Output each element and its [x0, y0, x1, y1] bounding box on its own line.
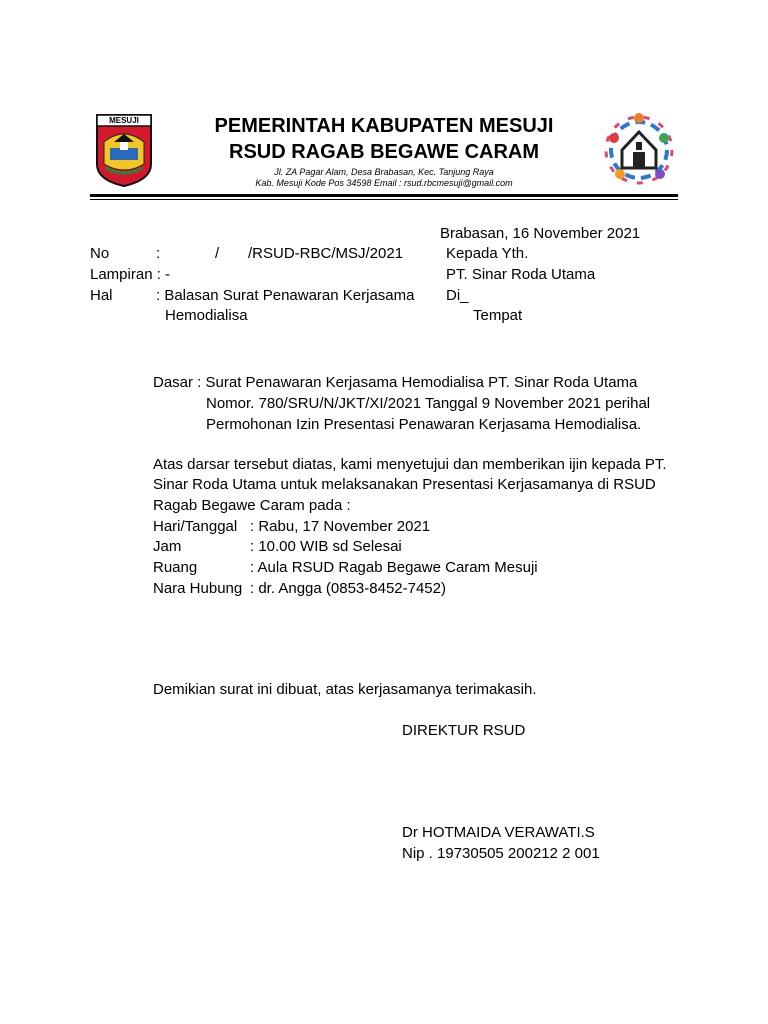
recipient-line-4: Tempat	[473, 307, 523, 324]
detail-label-date: Hari/Tanggal	[153, 518, 238, 535]
letterhead-title-1: PEMERINTAH KABUPATEN MESUJI	[214, 115, 554, 137]
logo-label: MESUJI	[109, 116, 139, 125]
signature-name: Dr HOTMAIDA VERAWATI.S	[402, 824, 595, 841]
closing-sentence: Demikian surat ini dibuat, atas kerjasamanya terimakasih.	[153, 681, 537, 698]
detail-label-time: Jam	[153, 538, 182, 555]
no-slash: /	[215, 245, 220, 262]
letterhead-address-2: Kab. Mesuji Kode Pos 34598 Email : rsud.rbcmesuji@gmail.com	[255, 178, 513, 188]
recipient-line-3: Di_	[446, 287, 469, 304]
dasar-line-1: Dasar : Surat Penawaran Kerjasama Hemodialisa PT. Sinar Roda Utama	[153, 374, 638, 391]
para-line-2: Sinar Roda Utama untuk melaksanakan Presentasi Kerjasamanya di RSUD	[153, 476, 656, 493]
detail-value-time: : 10.00 WIB sd Selesai	[250, 538, 402, 555]
lampiran: Lampiran : -	[90, 266, 171, 283]
dasar-line-2: Nomor. 780/SRU/N/JKT/XI/2021 Tanggal 9 November 2021 perihal	[206, 395, 651, 412]
no-colon: :	[156, 245, 161, 262]
detail-value-contact: : dr. Angga (0853-8452-7452)	[250, 580, 446, 597]
signature-position: DIREKTUR RSUD	[402, 722, 526, 739]
hal-value-2: Hemodialisa	[165, 307, 248, 324]
para-line-3: Ragab Begawe Caram pada :	[153, 497, 351, 514]
detail-label-contact: Nara Hubung	[153, 580, 243, 597]
place-date: Brabasan, 16 November 2021	[440, 225, 641, 242]
detail-label-room: Ruang	[153, 559, 198, 576]
dasar-line-3: Permohonan Izin Presentasi Penawaran Kerjasama Hemodialisa.	[206, 416, 642, 433]
letterhead-rule-thin	[90, 199, 678, 200]
letterhead-rule-thick	[90, 194, 678, 197]
no-label: No	[90, 245, 110, 262]
no-value: /RSUD-RBC/MSJ/2021	[248, 245, 404, 262]
para-line-1: Atas darsar tersebut diatas, kami menyetujui dan memberikan ijin kepada PT.	[153, 456, 667, 473]
letterhead-title-2: RSUD RAGAB BEGAWE CARAM	[229, 141, 539, 163]
detail-value-room: : Aula RSUD Ragab Begawe Caram Mesuji	[250, 559, 538, 576]
hal-value-1: : Balasan Surat Penawaran Kerjasama	[156, 287, 415, 304]
recipient-line-2: PT. Sinar Roda Utama	[446, 266, 596, 283]
mesuji-regency-logo	[94, 112, 154, 188]
signature-nip: Nip . 19730505 200212 2 001	[402, 845, 600, 862]
letterhead-address-1: Jl. ZA Pagar Alam, Desa Brabasan, Kec. Tanjung Raya	[274, 167, 494, 177]
recipient-line-1: Kepada Yth.	[446, 245, 529, 262]
detail-value-date: : Rabu, 17 November 2021	[250, 518, 431, 535]
hal-label: Hal	[90, 287, 113, 304]
rsud-hospital-logo	[602, 108, 676, 188]
